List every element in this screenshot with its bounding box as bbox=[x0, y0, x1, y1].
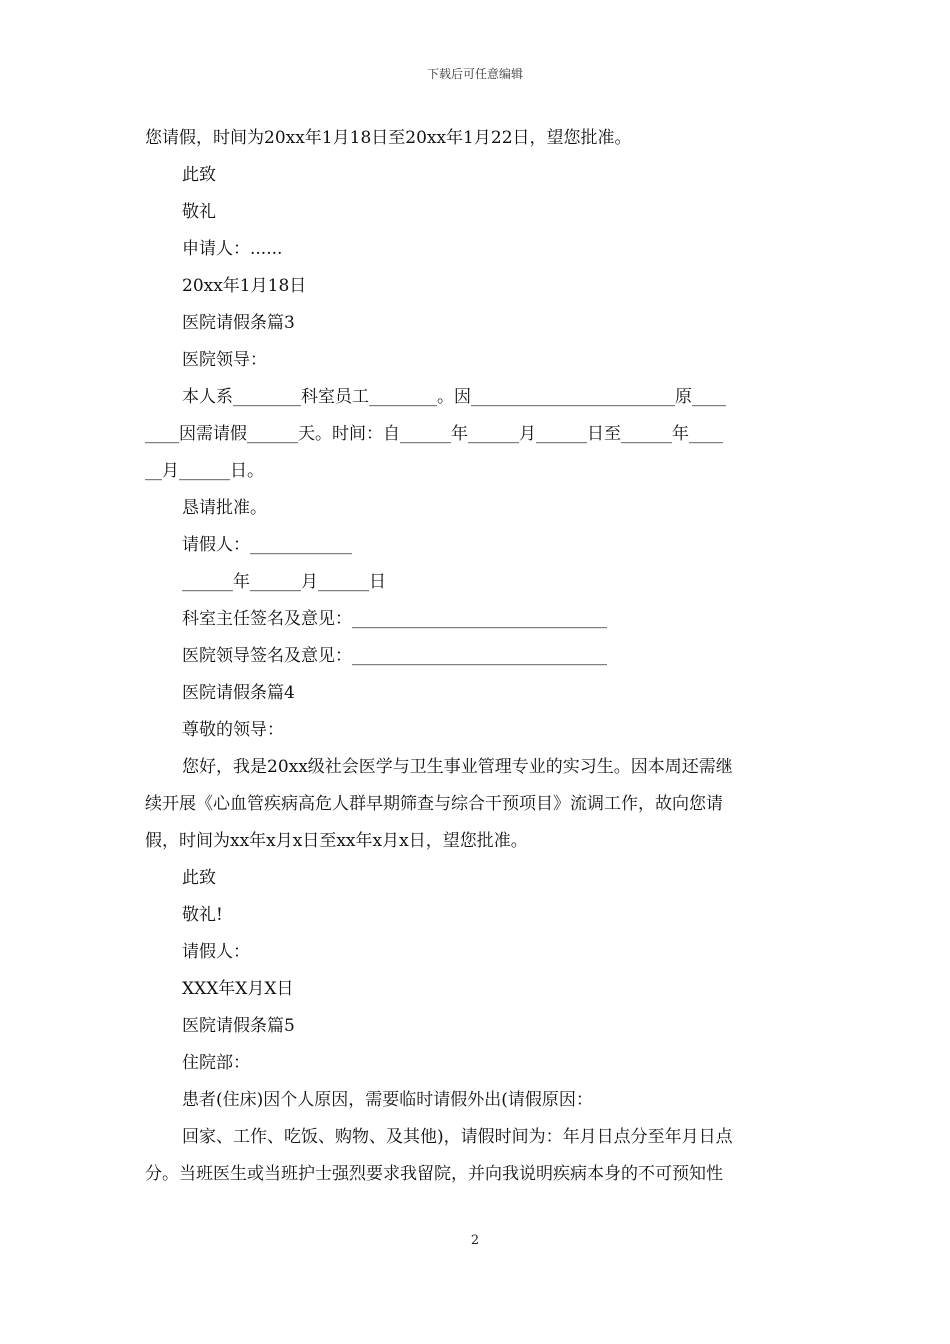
text-line: 您好，我是20xx级社会医学与卫生事业管理专业的实习生。因本周还需继 bbox=[182, 757, 733, 777]
text-line: ______年______月______日 bbox=[182, 572, 386, 592]
text-line: 此致 bbox=[182, 868, 216, 888]
text-line: 敬礼 bbox=[182, 202, 216, 222]
document-body bbox=[145, 120, 810, 1193]
text-line: ____因需请假______天。时间：自______年______月______日至______年____ bbox=[145, 424, 723, 444]
text-line: 您请假，时间为20xx年1月18日至20xx年1月22日，望您批准。 bbox=[145, 128, 632, 148]
text-line: 请假人：____________ bbox=[182, 535, 352, 555]
text-line: __月______日。 bbox=[145, 461, 264, 481]
text-line: 住院部： bbox=[182, 1053, 250, 1073]
text-line: 医院请假条篇5 bbox=[182, 1016, 295, 1036]
text-line: 敬礼! bbox=[182, 905, 223, 925]
page-number: 2 bbox=[470, 1233, 480, 1248]
page-header: 下载后可任意编辑 bbox=[426, 67, 523, 81]
text-line: 请假人： bbox=[182, 942, 250, 962]
text-line: 申请人：...... bbox=[182, 239, 283, 259]
text-line: 患者(住床)因个人原因，需要临时请假外出(请假原因： bbox=[182, 1090, 593, 1110]
text-line: 科室主任签名及意见：______________________________ bbox=[182, 609, 607, 629]
text-line: XXX年X月X日 bbox=[182, 979, 294, 999]
text-line: 医院请假条篇4 bbox=[182, 683, 295, 703]
text-line: 回家、工作、吃饭、购物、及其他)，请假时间为：年月日点分至年月日点 bbox=[182, 1127, 733, 1147]
text-line: 医院领导： bbox=[182, 350, 267, 370]
text-line: 恳请批准。 bbox=[182, 498, 267, 518]
text-line: 医院领导签名及意见：______________________________ bbox=[182, 646, 607, 666]
text-line: 此致 bbox=[182, 165, 216, 185]
text-line: 分。当班医生或当班护士强烈要求我留院，并向我说明疾病本身的不可预知性 bbox=[145, 1164, 723, 1184]
text-line: 医院请假条篇3 bbox=[182, 313, 295, 333]
text-line: 本人系________科室员工________。因________________________原____ bbox=[182, 387, 726, 407]
text-line: 假，时间为xx年x月x日至xx年x月x日，望您批准。 bbox=[145, 831, 528, 851]
text-line: 尊敬的领导： bbox=[182, 720, 284, 740]
text-line: 续开展《心血管疾病高危人群早期筛查与综合干预项目》流调工作，故向您请 bbox=[145, 794, 723, 814]
text-line: 20xx年1月18日 bbox=[182, 276, 307, 296]
